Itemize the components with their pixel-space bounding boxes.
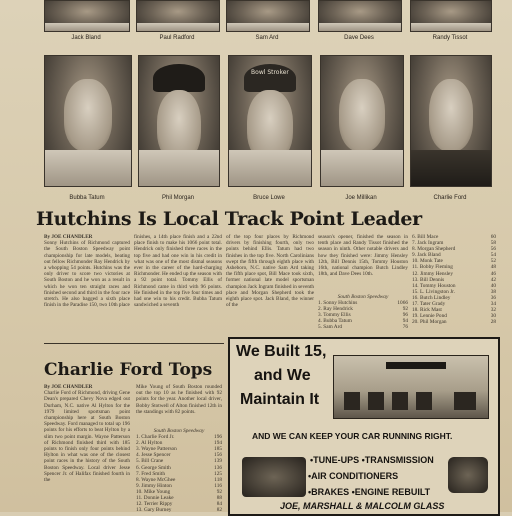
caption-jack-bland: Jack Bland [71,35,101,41]
ad-service-2: •AIR CONDITIONERS [308,471,399,481]
photo-joe-millikan [320,55,404,187]
driver-name: 6. George Smith [136,464,171,471]
article2-text-2: Mike Young of South Boston rounded out the top 10 as he finished with 92 points for the year. Another local driver, Bobby Stotwell of Alton finished 12th in the standings with 82 points. [136,384,222,415]
ad-line-1: We Built 15, [236,343,327,360]
driver-name: 4. Bubba Tatum [318,318,352,325]
photo-phil-morgan [138,55,220,187]
ad-service-1: •TUNE-UPS •TRANSMISSION [310,455,434,465]
driver-name: 20. Phil Morgan [412,319,447,326]
article1-text-1: Sonny Hutchins of Richmond captured the South Boston Speedway point championship for late models, beating out fellow Richmonder Ray Hendrick by a whopping 54 points. Hutchins was the only driver to score two victories at South Boston and he won as a result in which he won ten straight races and finished second and third in the four race stretch. He also bagged a sixth place finish in the Paradise 150, two 10th place [44,240,130,309]
driver-points: 48 [490,264,496,271]
driver-name: 13. Gary Burney [136,507,172,514]
driver-name: 1. Sonny Hutchins [318,300,358,307]
article2-column-1 [44,384,130,512]
driver-points: 58 [490,240,496,247]
section-divider [44,343,224,344]
driver-name: 8. Morgan Shepherd [412,246,456,253]
driver-points: 56 [490,246,496,253]
driver-points: 38 [490,288,496,295]
article2-text-1: Charlie Ford of Richmond, driving Gene Dean's prepared Chevy Nova edged out Durham, N.C. native Al Hylton for the 1979 limited sportsman point championship here at South Boston Speedway. Ford managed to total up 196 points for his efforts to beat Hylton by a slim two point margin. Wayne Patterson of Richmond finished third with 185 points to finish only four points behind Hylton in what was one of the closest point races in the history of the South Boston Speedway. Local driver Jesse Spencer Jr. of Halifax finished fourth in the [44,390,130,484]
caption-paul-radford: Paul Radford [159,35,195,41]
driver-name: 5. Bill Crane [136,458,164,465]
caption-bubba-tatum: Bubba Tatum [69,195,105,201]
article2-standings [136,428,222,513]
driver-points: 136 [214,464,222,471]
driver-points: 125 [214,470,222,477]
driver-points: 34 [490,301,496,308]
photo-bruce-lowe [228,55,312,187]
article1-text-4: season's opener, finished the season in tenth place and Randy Tissot finished the season in ninth. Other notable drivers and how they finished were: Jimmy Hensley 12th, Bill Dennis 15th, Tommy Houston 16th, national champion Butch Lindley 18th, and Dave Dees 10th. [318,234,408,278]
driver-points: 36 [490,294,496,301]
driver-name: 2. Al Hylton [136,440,163,447]
driver-name: 1. Charlie Ford Jr. [136,434,175,441]
garage-building-image [333,355,489,419]
driver-points: 28 [490,319,496,326]
driver-name: 15. L. Livingston Jr. [412,288,455,295]
driver-name: 11. Donnie Leake [136,495,174,502]
driver-points: 118 [214,476,222,483]
driver-points: 84 [216,501,222,508]
driver-points: 92 [216,488,222,495]
driver-points: 185 [214,446,222,453]
driver-name: 14. Tommy Houston [412,282,456,289]
cap-logo-text: Bowl Stroker [251,69,289,76]
driver-name: 9. Jack Bland [412,252,441,259]
photo-sam-ard [226,0,310,32]
driver-points: 60 [490,234,496,240]
caption-sam-ard: Sam Ard [255,35,279,41]
driver-points: 96 [402,312,408,319]
driver-name: 7. Fred Smith [136,470,165,477]
article1-standings-b [412,234,496,325]
caption-charlie-ford: Charlie Ford [433,195,467,201]
driver-name: 16. Butch Lindley [412,294,451,301]
driver-name: 10. Monk Tate [412,258,443,265]
driver-points: 54 [490,252,496,259]
photo-dave-dees [318,0,402,32]
ad-tagline: AND WE CAN KEEP YOUR CAR RUNNING RIGHT. [252,431,453,441]
driver-name: 3. Wayne Patterson [136,446,177,453]
standings-a-title: South Boston Speedway [337,294,389,300]
headline-charlie-ford: Charlie Ford Tops [44,360,213,380]
ad-footer: JOE, MARSHALL & MALCOLM GLASS [280,501,445,511]
headline-hutchins: Hutchins Is Local Track Point Leader [36,208,422,230]
driver-points: 40 [490,282,496,289]
ad-line-3: Maintain It [240,391,320,408]
standings-a-row [318,324,408,330]
driver-points: 116 [214,482,222,489]
transmission-image [448,457,488,493]
standings-c-title: South Boston Speedway [153,428,205,434]
article1-standings-a [318,294,408,331]
driver-name: 9. Jimmy Hinton [136,482,172,489]
driver-points: 194 [214,440,222,447]
driver-name: 5. Sam Ard [318,324,342,331]
driver-name: 11. Bobby Fleming [412,264,453,271]
ad-line-2: and We [254,367,311,384]
photo-bubba-tatum [44,55,132,187]
driver-name: 10. Mike Young [136,488,171,495]
driver-points: 1066 [397,300,408,307]
caption-dave-dees: Dave Dees [344,35,374,41]
driver-points: 88 [216,495,222,502]
driver-points: 30 [490,313,496,320]
driver-name: 3. Tommy Ellis [318,312,351,319]
driver-points: 94 [402,318,408,325]
driver-name: 18. Rick Mast [412,307,442,314]
driver-points: 92 [402,306,408,313]
standings-c-row [136,507,222,513]
article2-column-2 [136,384,222,428]
photo-charlie-ford [410,55,492,187]
driver-points: 76 [402,324,408,331]
advertisement [228,337,500,516]
driver-name: 12. Jimmy Hensley [412,270,454,277]
photo-paul-radford [136,0,220,32]
driver-name: 17. Tater Grady [412,301,446,308]
driver-points: 32 [490,307,496,314]
driver-points: 196 [214,434,222,441]
driver-points: 82 [216,507,222,514]
photo-randy-tissot [410,0,492,32]
caption-randy-tissot: Randy Tissot [432,35,468,41]
driver-name: 4. Jesse Spencer [136,452,171,459]
driver-name: 12. Terrier Rippy [136,501,173,508]
article2-byline: By JOE CHANDLER [44,384,93,390]
driver-points: 46 [490,270,496,277]
caption-joe-millikan: Joe Millikan [345,195,377,201]
driver-name: 7. Jack Ingram [412,240,444,247]
photo-jack-bland [44,0,130,32]
standings-b-row [412,319,496,325]
driver-points: 156 [214,452,222,459]
driver-points: 52 [490,258,496,265]
driver-name: 6. Bill Mace [412,234,439,240]
ad-service-3: •BRAKES •ENGINE REBUILT [308,487,431,497]
driver-points: 139 [214,458,222,465]
article1-text-2: finishes, a 14th place finish and a 22nd place finish to make his 1066 point total. Hendrick only finished three races in the top five and had one win in his credit in what was one of the most dismal seasons ever in the career of the hard-charging Richmonder. He ended up the season with a 92 point total. Tommy Ellis of Richmond came in third with 96 points. He finished in the top five four times and had one win to his credit. Bubba Tatum sandwiched a seventh [134,234,222,309]
article1-byline: By JOE CHANDLER [44,234,93,240]
article1-column-4 [318,234,408,294]
caption-bruce-lowe: Bruce Lowe [253,195,285,201]
driver-name: 8. Wayne McGhee [136,476,176,483]
caption-phil-morgan: Phil Morgan [161,195,194,201]
driver-name: 13. Bill Dennis [412,276,445,283]
article1-column-1 [44,234,130,340]
driver-name: 2. Ray Hendrick [318,306,353,313]
article1-column-2 [134,234,222,340]
article1-text-3: of the top four places by Richmond drivers by finishing fourth, only two points behind Ellis. Tatum had two finishes in the top five. North Carolinians swept the fifth through eighth place with Asheboro, N.C. native Sam Ard taking the fifth place spot, Bill Mace took sixth, former national late model sportsman champion Jack Ingram finished in seventh place and Morgan Shepherd took the eighth place spot. Jack Bland, the winner of the [226,234,314,309]
engine-image [242,457,306,497]
article1-column-3 [226,234,314,340]
driver-points: 42 [490,276,496,283]
driver-name: 19. Lennie Pond [412,313,447,320]
